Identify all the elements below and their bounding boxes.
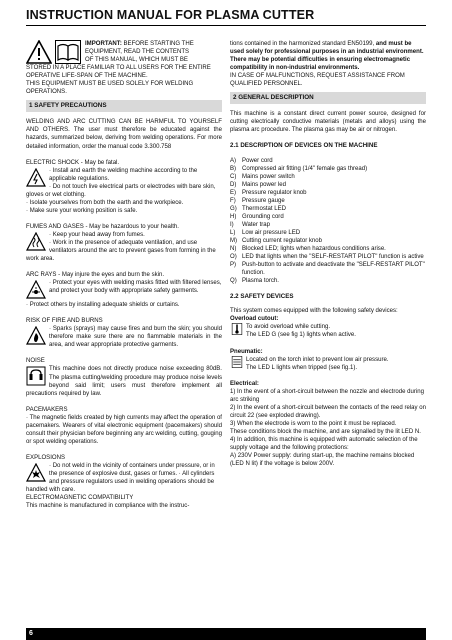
devices-list	[230, 157, 426, 286]
device-text: Power cord	[242, 157, 273, 164]
device-key: O)	[230, 254, 237, 261]
device-text: Water trap	[242, 221, 271, 228]
device-key: P)	[230, 262, 237, 269]
malfunction-notice: IN CASE OF MALFUNCTIONS, REQUEST ASSISTANCE FROM QUALIFIED PERSONNEL.	[230, 73, 405, 88]
read-manual-icon	[55, 40, 81, 64]
device-item	[230, 253, 426, 261]
shock-p3: · Isolate yourselves from both the earth and the workpiece.	[26, 199, 184, 206]
emc-title: ELECTROMAGNETIC COMPATIBILITY	[26, 495, 134, 502]
notice-icons	[26, 40, 81, 64]
warning-triangle-icon	[26, 40, 52, 64]
safety-warning: WELDING AND ARC CUTTING CAN BE HARMFUL TO YOURSELF AND OTHERS. The user must therefore be educated against the hazards, summarized below, deriving from welding operations. For more detailed information, order the manual code 3.300.758	[26, 119, 222, 150]
rays-p2: · Protect others by installing adequate shields or curtains.	[26, 302, 180, 309]
device-text: Compressed air fitting (1/4" female gas thread)	[242, 165, 368, 172]
device-item	[230, 205, 426, 213]
device-text: LED that lights when the "SELF-RESTART PILOT" function is active	[242, 254, 424, 261]
device-item	[230, 197, 426, 205]
fumes-title: FUMES AND GASES - May be hazardous to your health.	[26, 223, 179, 230]
page-number: 6	[26, 628, 426, 640]
device-text: Plasma torch.	[242, 278, 279, 285]
device-item	[230, 229, 426, 237]
notice-line-1: IMPORTANT: BEFORE STARTING THE	[85, 41, 194, 47]
pacemakers-p1: · The magnetic fields created by high currents may affect the operation of pacemakers. Wearers of vital electronic equipment (pacemakers) should consult their physician before beginning any arc welding, cutting, gouging or spot welding operations.	[26, 414, 222, 445]
electrical-title: Electrical:	[230, 380, 259, 387]
device-key: G)	[230, 205, 237, 212]
notice-exclusive-use: THIS EQUIPMENT MUST BE USED SOLELY FOR WELDING OPERATIONS.	[26, 81, 194, 96]
pneumatic-title: Pneumatic:	[230, 348, 263, 355]
device-item	[230, 173, 426, 181]
pacemakers-title: PACEMAKERS	[26, 406, 68, 413]
device-item	[230, 261, 426, 277]
device-key: D)	[230, 181, 237, 188]
device-text: Low air pressure LED	[242, 229, 301, 236]
overload-line-2: The LED G (see fig 1) lights when active.	[246, 332, 356, 339]
pneumatic-line-1: Located on the torch inlet to prevent low air pressure.	[246, 356, 389, 363]
air-pressure-icon	[230, 356, 244, 368]
device-text: Thermostat LED	[242, 205, 287, 212]
emc-continued: tions contained in the harmonized standard EN50199, and must be used solely for professional purposes in an industrial environment. There may be potential difficulties in ensuring electromagnetic compatibility in non-industrial environments.	[230, 41, 424, 72]
overload-title: Overload cutout:	[230, 316, 279, 323]
device-item	[230, 213, 426, 221]
thermometer-icon	[230, 323, 244, 335]
electrical-p3: 3) When the electrode is worn to the point it must be replaced.	[230, 420, 397, 427]
device-text: Mains power led	[242, 181, 287, 188]
safety-devices-title: 2.2 SAFETY DEVICES	[230, 293, 294, 301]
overload-row	[230, 323, 426, 339]
device-item	[230, 157, 426, 165]
section-safety-title: 1 SAFETY PRECAUTIONS	[26, 100, 222, 112]
device-key: E)	[230, 189, 237, 196]
pneumatic-row	[230, 356, 426, 372]
notice-line-2: EQUIPMENT, READ THE CONTENTS	[85, 49, 190, 56]
device-item	[230, 237, 426, 245]
shock-p1: · Install and earth the welding machine according to the applicable regulations.	[49, 167, 198, 182]
device-key: F)	[230, 197, 236, 204]
right-column	[230, 40, 426, 468]
device-item	[230, 245, 426, 253]
fire-title: RISK OF FIRE AND BURNS	[26, 318, 103, 325]
device-key: C)	[230, 173, 237, 180]
device-key: B)	[230, 165, 237, 172]
manual-title: INSTRUCTION MANUAL FOR PLASMA CUTTER	[26, 8, 315, 22]
device-item	[230, 221, 426, 229]
device-key: M)	[230, 237, 238, 244]
device-text: Pressure regulator knob	[242, 189, 307, 196]
page-header	[26, 8, 426, 26]
fumes-p2: · Work in the presence of adequate ventilation, and use ventilators around the arc to prevent gases from forming in the work area.	[26, 239, 216, 263]
shock-title: ELECTRIC SHOCK - May be fatal.	[26, 159, 120, 166]
noise-title: NOISE	[26, 358, 45, 365]
device-key: A)	[230, 157, 237, 164]
electrical-p4: These conditions block the machine, and are signalled by the lit LED N.	[230, 428, 421, 435]
electric-shock-icon	[26, 168, 46, 188]
fire-icon	[26, 326, 46, 346]
fumes-p1: · Keep your head away from fumes.	[49, 231, 145, 238]
device-text: Pressure gauge	[242, 197, 285, 204]
device-text: Grounding cord	[242, 213, 284, 220]
rays-title: ARC RAYS - May injure the eyes and burn the skin.	[26, 272, 165, 279]
notice-line-3: OF THIS MANUAL, WHICH MUST BE	[85, 57, 188, 64]
fumes-icon	[26, 232, 46, 252]
device-item	[230, 189, 426, 197]
arc-rays-icon	[26, 280, 46, 300]
explosions-title: EXPLOSIONS	[26, 454, 65, 461]
safety-devices-intro: This system comes equipped with the following safety devices:	[230, 308, 398, 315]
emc-p1: This machine is manufactured in compliance with the instruc-	[26, 503, 190, 510]
shock-p2: · Do not touch live electrical parts or electrodes with bare skin, gloves or wet clothing.	[26, 183, 216, 198]
section-general-title: 2 GENERAL DESCRIPTION	[230, 92, 426, 104]
important-notice	[26, 40, 222, 64]
notice-rest: STORED IN A PLACE FAMILIAR TO ALL USERS FOR THE ENTIRE OPERATIVE LIFE-SPAN OF THE MACHINE.	[26, 65, 211, 80]
device-text: Mains power switch	[242, 173, 295, 180]
noise-icon	[26, 366, 46, 386]
device-key: Q)	[230, 278, 237, 285]
device-item	[230, 277, 426, 285]
noise-p1: This machine does not directly produce noise exceeding 80dB. The plasma cutting/welding procedure may produce noise levels beyond said limit; users must therefore implement all precautions required by law.	[26, 366, 222, 397]
explosion-icon	[26, 463, 46, 483]
electrical-p6: A) 230V Power supply: during start-up, the machine remains blocked (LED N lit) if the voltage is below 200V.	[230, 453, 415, 468]
fire-p1: · Sparks (sprays) may cause fires and burn the skin; you should therefore make sure there are no flammable materials in the area, and wear appropriate protective garments.	[49, 326, 222, 349]
device-key: N)	[230, 246, 237, 253]
device-text: Blocked LED; lights when hazardous conditions arise.	[242, 246, 386, 253]
general-description: This machine is a constant direct current power source, designed for cutting electrically conductive materials (metals and alloys) using the plasma arc procedure. The plasma gas may be air or nitrogen.	[230, 111, 426, 134]
rays-p1: · Protect your eyes with welding masks fitted with filtered lenses, and protect your body with appropriate safety garments.	[49, 280, 222, 295]
device-key: I)	[230, 221, 234, 228]
device-item	[230, 165, 426, 173]
overload-line-1: To avoid overload while cutting.	[246, 324, 331, 331]
device-key: H)	[230, 213, 237, 220]
device-text: Push-button to activate and deactivate the "SELF-RESTART PILOT" function.	[242, 262, 425, 277]
device-text: Cutting current regulator knob	[242, 237, 322, 244]
notice-text	[85, 40, 222, 64]
devices-title: 2.1 DESCRIPTION OF DEVICES ON THE MACHINE	[230, 142, 378, 150]
device-key: L)	[230, 229, 236, 236]
explosions-p1: · Do not weld in the vicinity of containers under pressure, or in the presence of explosive dust, gases or fumes. · All cylinders and pressure regulators used in welding operations should be handled with care.	[26, 462, 215, 494]
electrical-p5: 4) In addition, this machine is equipped with automatic selection of the supply voltage and the following protections:	[230, 436, 418, 452]
electrical-p1: 1) In the event of a short-circuit between the nozzle and electrode during arc striking	[230, 388, 424, 403]
pneumatic-line-2: The LED L lights when tripped (see fig.1).	[246, 364, 358, 371]
device-item	[230, 181, 426, 189]
shock-p4: · Make sure your working position is safe.	[26, 207, 138, 214]
electrical-p2: 2) In the event of a short-circuit between the contacts of the reed relay on circuit 22 (see exploded drawing).	[230, 404, 426, 419]
left-column	[26, 40, 222, 510]
